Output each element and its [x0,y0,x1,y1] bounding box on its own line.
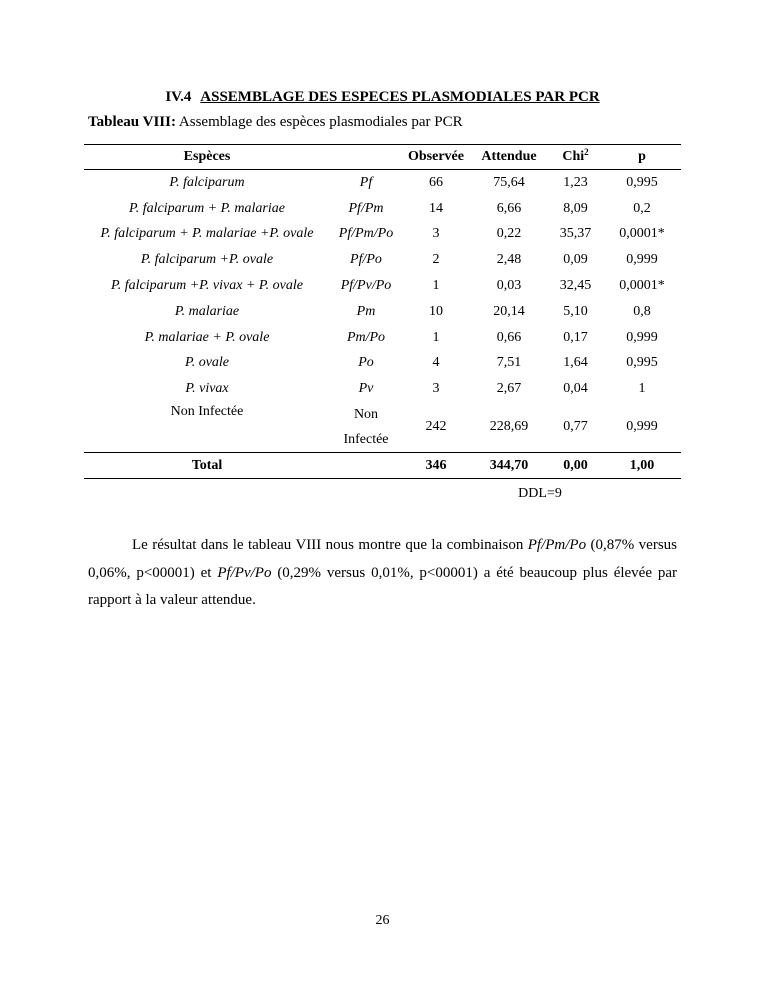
cell-observed: 2 [432,252,440,268]
cell-observed: 3 [432,381,440,397]
cell-observed: 3 [432,226,440,242]
cell-code-line1: Non [353,407,379,423]
total-row [84,453,681,479]
species-table [84,144,681,479]
paragraph-text-3: (0,29% versus 0,01%, p<00001) a été beaucoup plus élevée par rapport à la valeur attendue. [88,564,677,608]
cell-species: P. vivax [185,381,229,397]
table-row [84,402,681,453]
header-expected: Attendue [470,145,548,170]
cell-observed: 14 [429,200,443,216]
cell-species: Non Infectée [170,404,244,420]
section-number: IV.4 [165,89,192,105]
table-row [84,273,681,299]
paragraph-combo-2: Pf/Pv/Po [217,564,272,581]
cell-p: 0,999 [626,329,658,345]
cell-observed: 1 [432,278,440,294]
total-code [330,453,402,479]
total-chi2: 0,00 [548,453,603,479]
cell-observed: 66 [429,174,443,190]
cell-expected: 7,51 [496,355,522,371]
table-row [84,351,681,377]
cell-species: P. falciparum [169,174,245,190]
section-heading [0,89,765,106]
paragraph-combo-1: Pf/Pm/Po [527,537,587,553]
table-row [84,170,681,196]
cell-observed: 10 [429,303,443,319]
cell-chi2: 35,37 [559,226,592,242]
cell-code: Pm/Po [346,329,386,345]
header-species: Espèces [84,145,330,170]
section-title: ASSEMBLAGE DES ESPECES PLASMODIALES PAR PCR [200,89,600,105]
cell-code: Po [358,355,374,371]
table-caption-label: Tableau VIII: [88,114,176,130]
header-chi-sup: 2 [584,147,589,157]
cell-expected: 75,64 [493,174,525,190]
cell-expected: 0,22 [496,226,522,242]
header-observed: Observée [402,145,470,170]
degrees-of-freedom: DDL=9 [518,486,562,501]
cell-p: 0,995 [626,355,658,371]
cell-observed: 1 [432,329,440,345]
cell-expected: 0,66 [496,329,522,345]
cell-code: Pf [359,174,373,190]
table-caption [88,114,463,131]
header-code [330,145,402,170]
cell-species: P. malariae + P. ovale [144,329,270,345]
table-row [84,325,681,351]
cell-code [330,402,402,453]
paragraph-text-1: Le résultat dans le tableau VIII nous montre que la combinaison [132,537,528,553]
total-observed: 346 [402,453,470,479]
cell-species: P. falciparum +P. ovale [140,252,274,268]
cell-code: Pv [358,381,374,397]
cell-p: 0,0001* [619,226,665,242]
table-row [84,376,681,402]
cell-p: 1 [638,381,646,397]
cell-chi2: 8,09 [563,200,588,216]
table-row [84,247,681,273]
cell-p: 0,999 [626,419,658,435]
cell-chi2: 1,64 [563,355,588,371]
cell-chi2: 0,17 [563,329,588,345]
paragraph-text-2: (0,87% versus 0,06%, p<00001) et [88,537,677,581]
cell-species: P. falciparum + P. malariae [129,200,285,216]
cell-species: P. falciparum +P. vivax + P. ovale [111,278,303,294]
cell-chi2: 0,09 [563,252,588,268]
cell-chi2: 0,77 [563,419,588,435]
table-header-row [84,145,681,170]
cell-expected: 2,67 [496,381,522,397]
cell-chi2: 32,45 [559,278,592,294]
cell-observed: 242 [425,419,447,435]
cell-code: Pm [356,303,376,319]
table-row [84,222,681,248]
result-paragraph [88,532,677,615]
cell-code: Pf/Pm/Po [338,226,394,242]
table-caption-text: Assemblage des espèces plasmodiales par PCR [178,114,463,130]
cell-expected: 228,69 [489,419,529,435]
page-number: 26 [375,913,390,928]
table-row [84,299,681,325]
table-row [84,196,681,222]
cell-code: Pf/Pm [348,200,384,216]
total-p: 1,00 [603,453,681,479]
cell-code: Pf/Pv/Po [340,278,392,294]
header-chi2 [548,145,603,170]
cell-p: 0,995 [626,174,658,190]
cell-observed: 4 [432,355,440,371]
cell-species: P. falciparum + P. malariae +P. ovale [100,226,314,242]
total-label: Total [84,453,330,479]
cell-chi2: 1,23 [563,174,588,190]
cell-chi2: 5,10 [563,303,588,319]
cell-p: 0,0001* [619,278,665,294]
total-expected: 344,70 [470,453,548,479]
cell-p: 0,8 [633,303,651,319]
cell-expected: 0,03 [496,278,522,294]
cell-code: Pf/Po [350,252,382,268]
cell-expected: 6,66 [496,200,522,216]
cell-p: 0,999 [626,252,658,268]
cell-species: P. malariae [174,303,240,319]
cell-expected: 20,14 [493,303,525,319]
cell-expected: 2,48 [496,252,522,268]
header-p: p [603,145,681,170]
cell-species: P. ovale [184,355,230,371]
cell-p: 0,2 [633,200,651,216]
cell-code-line2: Infectée [343,432,389,448]
header-chi-base: Chi [562,149,585,164]
cell-chi2: 0,04 [563,381,588,397]
